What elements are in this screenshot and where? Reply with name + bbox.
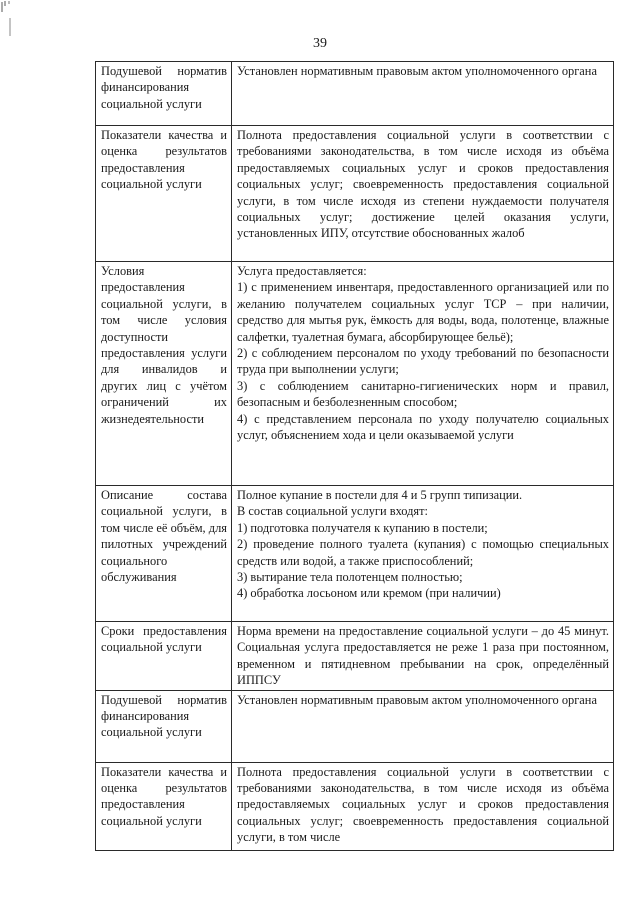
content-paragraph: Полнота предоставления социальной услуги в соответствии с требованиями законодательства, в том числе исходя из объёма предоставляемых социальных услуг и сроков предоставления социальных услуг; своевременность предоставления социальной услуги, в том числе bbox=[237, 764, 609, 845]
content-list-item: 3) вытирание тела полотенцем полностью; bbox=[237, 570, 463, 585]
content-paragraph: Установлен нормативным правовым актом уполномоченного органа bbox=[237, 64, 597, 78]
content-paragraph: В состав социальной услуги входят: bbox=[237, 504, 428, 519]
row-content bbox=[232, 62, 614, 126]
row-label: Подушевой норматив финансирования социальной услуги bbox=[96, 62, 232, 126]
content-list-item: 1) с применением инвентаря, предоставленного организацией или по желанию получателем социальных услуг ТСР – при наличии, средство для мытья рук, ёмкость для воды, вода, полотенце, влажные салфетки, туалетная бумага, абсорбирующее бельё); bbox=[237, 280, 609, 344]
table-row bbox=[96, 486, 614, 622]
content-list-item: 2) с соблюдением персоналом по уходу требований по безопасности труда при выполнении услуги; bbox=[237, 346, 609, 377]
row-label: Показатели качества и оценка результатов предоставления социальной услуги bbox=[96, 126, 232, 262]
row-content bbox=[232, 762, 614, 850]
content-list-item: 1) подготовка получателя к купанию в постели; bbox=[237, 520, 488, 535]
scan-artifact-icon bbox=[0, 0, 12, 40]
content-paragraph: Норма времени на предоставление социальной услуги – до 45 минут. Социальная услуга предоставляется не реже 1 раза при постоянном, временном и пятидневном пребывании на срок, определённый ИППСУ bbox=[237, 624, 609, 688]
row-label: Показатели качества и оценка результатов предоставления социальной услуги bbox=[96, 762, 232, 850]
row-content bbox=[232, 262, 614, 486]
content-paragraph: Услуга предоставляется: bbox=[237, 264, 367, 278]
row-content bbox=[232, 486, 614, 622]
row-label: Описание состава социальной услуги, в том числе её объём, для пилотных учреждений социального обслуживания bbox=[96, 486, 232, 622]
row-label: Условия предоставления социальной услуги, в том числе условия доступности предоставления услуги для инвалидов и других лиц с учётом ограничений их жизнедеятельности bbox=[96, 262, 232, 486]
page-number: 39 bbox=[313, 36, 327, 51]
row-content bbox=[232, 690, 614, 762]
service-description-table bbox=[95, 61, 614, 851]
content-list-item: 2) проведение полного туалета (купания) с помощью специальных средств или водой, а также приспособлений; bbox=[237, 537, 609, 568]
table-row bbox=[96, 62, 614, 126]
row-content bbox=[232, 622, 614, 691]
content-paragraph: Полнота предоставления социальной услуги в соответствии с требованиями законодательства, в том числе исходя из объёма предоставляемых социальных услуг и сроков предоставления социальных услуг; своевременность предоставления социальной услуги, в том числе исходя из степени нуждаемости получателя социальных услуг; достижение целей оказания услуги, установленных ИПУ, отсутствие обоснованных жалоб bbox=[237, 128, 609, 241]
row-label: Сроки предоставления социальной услуги bbox=[96, 622, 232, 691]
table-row bbox=[96, 622, 614, 691]
table-row bbox=[96, 762, 614, 850]
content-list-item: 3) с соблюдением санитарно-гигиенических норм и правил, безопасным и безболезненным способом; bbox=[237, 378, 609, 410]
row-content bbox=[232, 126, 614, 262]
table-row bbox=[96, 126, 614, 262]
content-paragraph: Установлен нормативным правовым актом уполномоченного органа bbox=[237, 692, 597, 707]
content-list-item: 4) с представлением персонала по уходу получателю социальных услуг, объяснением хода и цели оказываемой услуги bbox=[237, 411, 609, 443]
row-label: Подушевой норматив финансирования социальной услуги bbox=[96, 690, 232, 762]
content-list-item: 4) обработка лосьоном или кремом (при наличии) bbox=[237, 586, 501, 601]
table-row bbox=[96, 690, 614, 762]
content-paragraph: Полное купание в постели для 4 и 5 групп типизации. bbox=[237, 488, 523, 502]
table-row bbox=[96, 262, 614, 486]
